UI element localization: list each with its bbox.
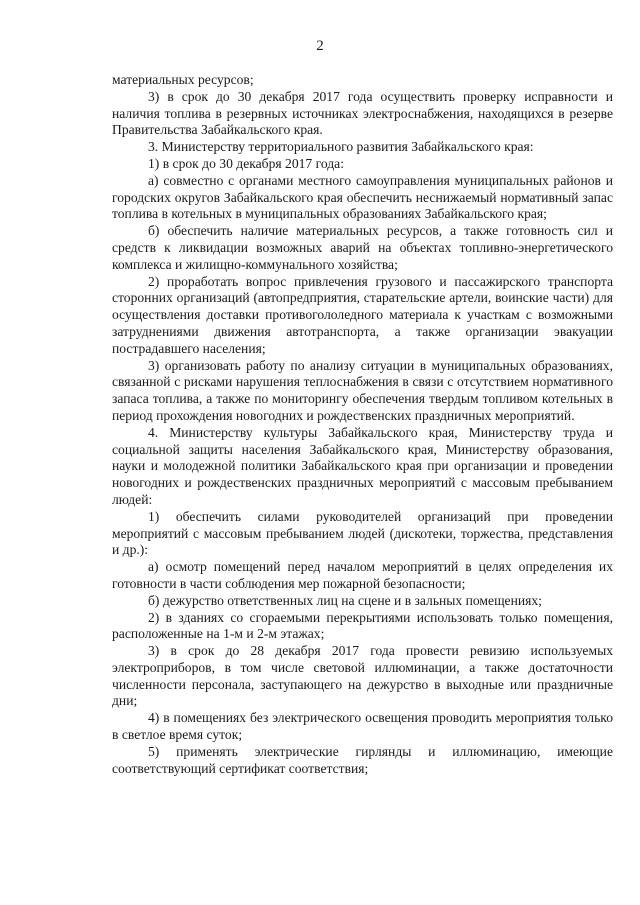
page-number: 2 xyxy=(316,38,324,54)
paragraph-item-2-3: 3) в срок до 30 декабря 2017 года осуществить проверку исправности и наличия топлива в резервных источниках электроснабжения, находящихся в резерве Правительства Забайкальского края. xyxy=(112,88,613,138)
paragraph-item-3-2: 2) проработать вопрос привлечения грузового и пассажирского транспорта сторонних организаций (автопредприятия, старательские артели, воинские части) для осуществления доставки противогололедного материала к участкам с возможными затруднениями движения автотранспорта, а также организации эвакуации пострадавшего населения; xyxy=(112,273,613,356)
paragraph-item-4-1-a: а) осмотр помещений перед началом мероприятий в целях определения их готовности в части соблюдения мер пожарной безопасности; xyxy=(112,559,613,591)
paragraph-item-4-1: 1) обеспечить силами руководителей организаций при проведении мероприятий с массовым пребыванием людей (дискотеки, торжества, представления и др.): xyxy=(112,508,613,558)
paragraph-item-4-2: 2) в зданиях со сгораемыми перекрытиями использовать только помещения, расположенные на 1-м и 2-м этажах; xyxy=(112,609,613,642)
paragraph-item-3-1-a: а) совместно с органами местного самоуправления муниципальных районов и городских округов Забайкальского края обеспечить неснижаемый нормативный запас топлива в котельных в муниципальных образованиях Забайкальского края; xyxy=(112,172,613,222)
paragraph-item-4-4: 4) в помещениях без электрического освещения проводить мероприятия только в светлое время суток; xyxy=(112,710,613,743)
paragraph-item-3-1-b: б) обеспечить наличие материальных ресурсов, а также готовность сил и средств к ликвидации возможных аварий на объектах топливно-энергетического комплекса и жилищно-коммунального хозяйства; xyxy=(112,223,613,272)
paragraph-item-4-1-b: б) дежурство ответственных лиц на сцене и в зальных помещениях; xyxy=(148,592,542,608)
paragraph-continuation: материальных ресурсов; xyxy=(112,72,254,87)
paragraph-item-3-1: 1) в срок до 30 декабря 2017 года: xyxy=(148,155,344,171)
document-body xyxy=(112,72,613,777)
paragraph-section-3: 3. Министерству территориального развития Забайкальского края: xyxy=(148,139,534,155)
paragraph-item-3-3: 3) организовать работу по анализу ситуации в муниципальных образованиях, связанной с рисками нарушения теплоснабжения в связи с отсутствием нормативного запаса топлива, а также по мониторингу обеспечения твердым топливом котельных в период прохождения новогодних и рождественских праздничных мероприятий. xyxy=(112,357,613,423)
paragraph-item-4-3: 3) в срок до 28 декабря 2017 года провести ревизию используемых электроприборов, в том числе световой иллюминации, а также достаточности численности персонала, заступающего на дежурство в выходные или праздничные дни; xyxy=(112,643,613,709)
paragraph-section-4: 4. Министерству культуры Забайкальского края, Министерству труда и социальной защиты населения Забайкальского края, Министерству образования, науки и молодежной политики Забайкальского края при организации и проведении новогодних и рождественских праздничных мероприятий с массовым пребыванием людей: xyxy=(112,424,613,507)
paragraph-item-4-5: 5) применять электрические гирлянды и иллюминацию, имеющие соответствующий сертификат соответствия; xyxy=(112,743,613,776)
